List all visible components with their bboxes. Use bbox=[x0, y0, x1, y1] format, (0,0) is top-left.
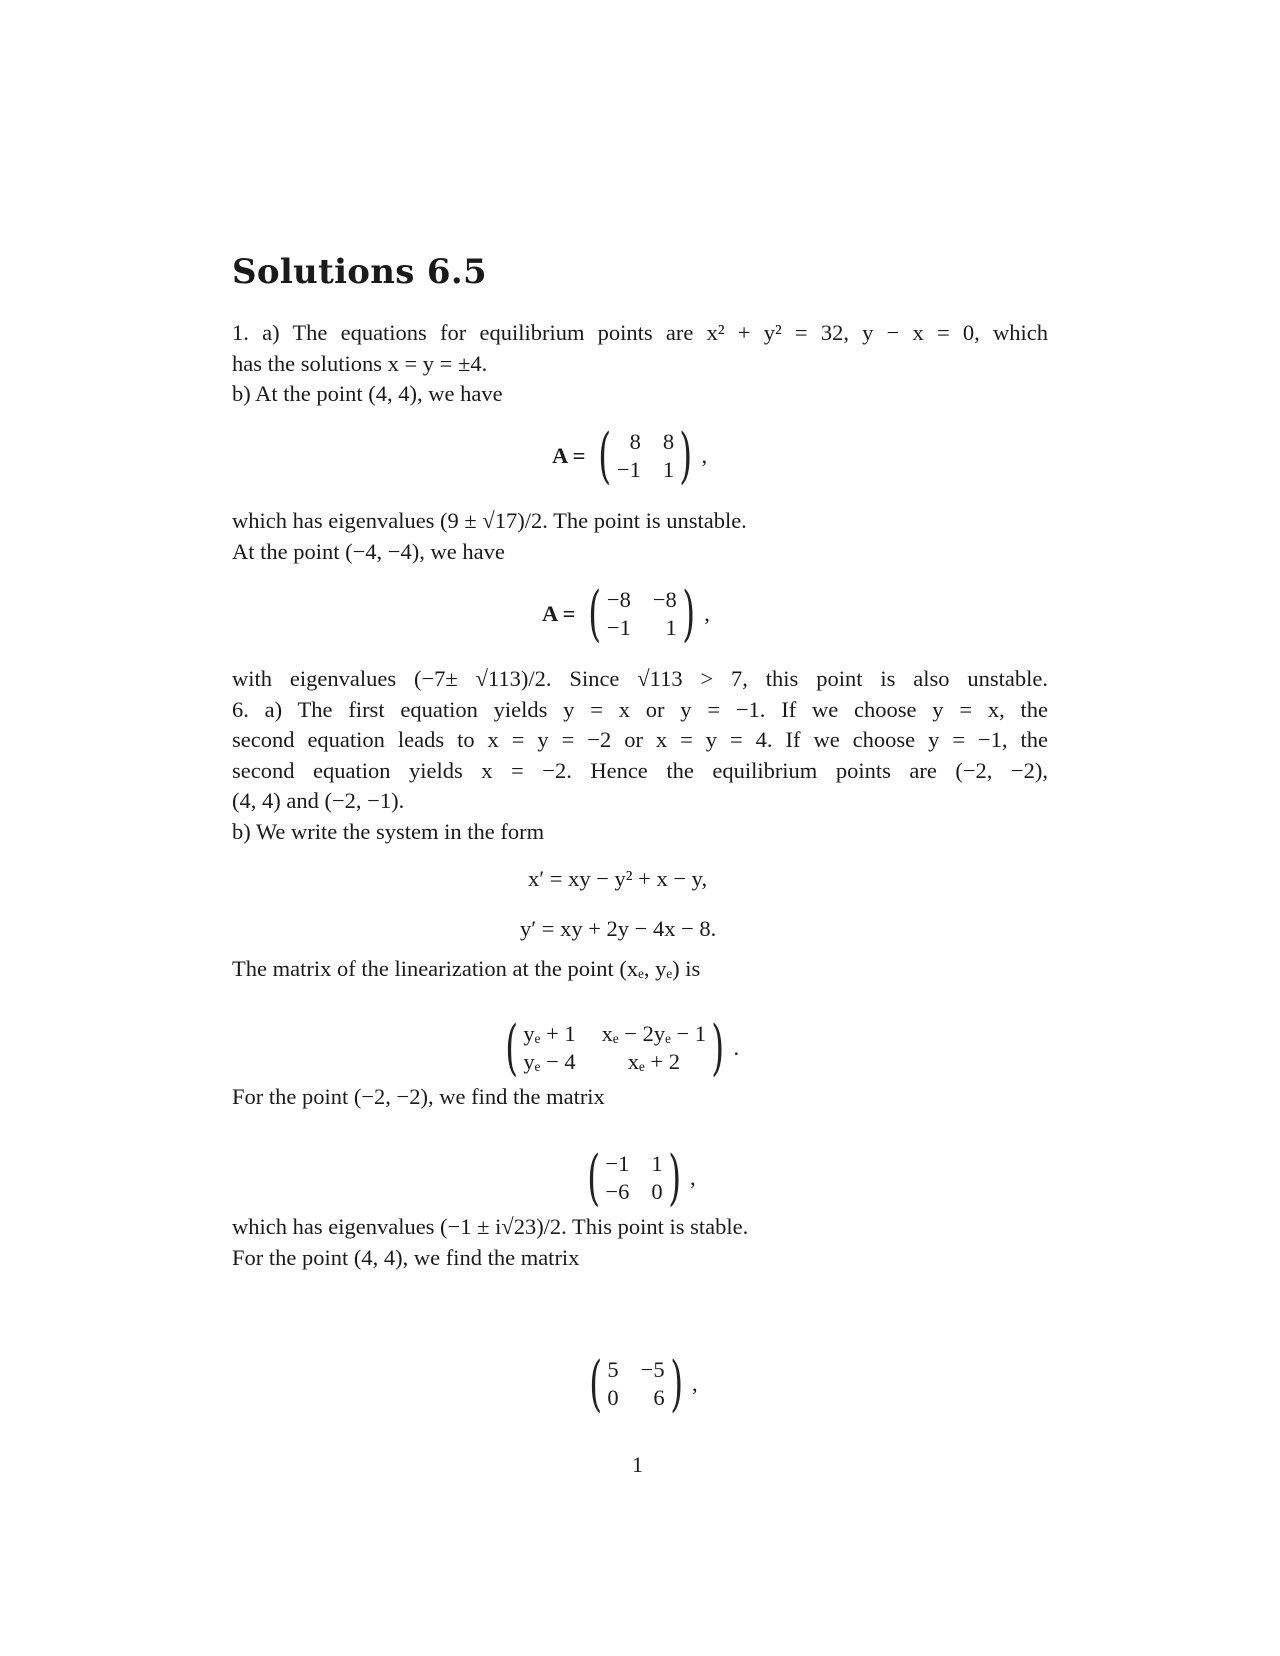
matrix-cell: 1 bbox=[665, 615, 677, 640]
text-line: with eigenvalues (−7± √113)/2. Since √113 > 7, this point is also unstable. bbox=[232, 666, 1048, 691]
matrix-cell: 6 bbox=[653, 1385, 665, 1410]
text-line: has the solutions x = y = ±4. bbox=[232, 350, 488, 376]
left-paren: ( bbox=[587, 1143, 601, 1213]
text-line: 1. a) The equations for equilibrium points are x² + y² = 32, y − x = 0, which bbox=[232, 320, 1048, 345]
system-equation-1: x′ = xy − y² + x − y, bbox=[528, 866, 708, 891]
trailing-punct: , bbox=[704, 601, 710, 626]
right-paren: ) bbox=[669, 1349, 683, 1419]
matrix-equation-2 bbox=[542, 579, 710, 649]
matrix-cell: −1 bbox=[616, 457, 641, 482]
trailing-punct: , bbox=[692, 1371, 698, 1396]
left-paren: ( bbox=[598, 421, 612, 491]
text-line: which has eigenvalues (−1 ± i√23)/2. This point is stable. bbox=[232, 1214, 749, 1239]
matrix-at-minus2 bbox=[582, 1143, 696, 1213]
paragraph-2 bbox=[232, 506, 1048, 567]
matrix-at-4 bbox=[584, 1349, 698, 1419]
paragraph-1 bbox=[232, 318, 1048, 410]
matrix-cell: 1 bbox=[651, 1151, 663, 1176]
matrix-cell: yₑ − 4 bbox=[523, 1049, 576, 1074]
text-line: The matrix of the linearization at the point (xₑ, yₑ) is bbox=[232, 956, 701, 981]
matrix-cell: −8 bbox=[652, 587, 677, 612]
text-line: second equation leads to x = y = −2 or x = y = 4. If we choose y = −1, the bbox=[232, 727, 1048, 752]
matrix-cell: yₑ + 1 bbox=[523, 1021, 576, 1046]
matrix-lhs: A = bbox=[552, 443, 586, 468]
trailing-punct: , bbox=[690, 1165, 696, 1190]
page-number: 1 bbox=[632, 1452, 643, 1477]
matrix-cell: xₑ − 2yₑ − 1 bbox=[601, 1021, 707, 1046]
right-paren: ) bbox=[682, 579, 695, 649]
matrix-cell: 8 bbox=[662, 429, 675, 454]
matrix-equation-1 bbox=[552, 421, 708, 491]
system-equation-2: y′ = xy + 2y − 4x − 8. bbox=[520, 916, 717, 941]
left-paren: ( bbox=[589, 1349, 603, 1419]
left-paren: ( bbox=[505, 1013, 519, 1083]
matrix-cell: 0 bbox=[651, 1179, 663, 1204]
text-line: At the point (−4, −4), we have bbox=[232, 538, 505, 564]
matrix-cell: −6 bbox=[605, 1179, 630, 1204]
linearization-matrix bbox=[500, 1013, 740, 1083]
paragraph-3 bbox=[232, 664, 1048, 847]
text-line: second equation yields x = −2. Hence the equilibrium points are (−2, −2), bbox=[232, 757, 1048, 783]
matrix-cell: 8 bbox=[629, 429, 641, 454]
text-line: b) At the point (4, 4), we have bbox=[232, 381, 503, 406]
matrix-cell: 1 bbox=[662, 457, 675, 482]
text-line: (4, 4) and (−2, −1). bbox=[232, 788, 405, 813]
paragraph-6 bbox=[232, 1212, 1048, 1273]
matrix bbox=[523, 1020, 706, 1076]
matrix-lhs: A = bbox=[542, 601, 576, 626]
matrix-cell: −8 bbox=[606, 587, 631, 612]
matrix bbox=[605, 1150, 662, 1206]
right-paren: ) bbox=[679, 421, 693, 491]
right-paren: ) bbox=[711, 1013, 725, 1083]
left-paren: ( bbox=[588, 579, 602, 649]
text-line: 6. a) The first equation yields y = x or y = −1. If we choose y = x, the bbox=[232, 696, 1048, 722]
matrix-cell: −1 bbox=[605, 1151, 630, 1176]
trailing-punct: , bbox=[701, 443, 708, 468]
matrix-cell: 0 bbox=[607, 1385, 619, 1410]
trailing-punct: . bbox=[733, 1035, 740, 1060]
matrix-cell: −1 bbox=[606, 615, 631, 640]
matrix bbox=[607, 1356, 664, 1412]
matrix bbox=[607, 586, 677, 642]
text-line: b) We write the system in the form bbox=[232, 818, 545, 844]
text-line: For the point (4, 4), we find the matrix bbox=[232, 1244, 580, 1270]
text-line: which has eigenvalues (9 ± √17)/2. The point is unstable. bbox=[232, 508, 747, 533]
matrix-cell: xₑ + 2 bbox=[627, 1049, 680, 1074]
matrix-cell: −5 bbox=[640, 1357, 665, 1382]
page-title: Solutions 6.5 bbox=[232, 252, 487, 292]
matrix-cell: 5 bbox=[607, 1357, 619, 1382]
text-line: For the point (−2, −2), we find the matrix bbox=[232, 1084, 605, 1109]
right-paren: ) bbox=[667, 1143, 681, 1213]
matrix bbox=[617, 428, 674, 484]
paragraph-5 bbox=[232, 1082, 1048, 1113]
paragraph-4 bbox=[232, 954, 1048, 985]
